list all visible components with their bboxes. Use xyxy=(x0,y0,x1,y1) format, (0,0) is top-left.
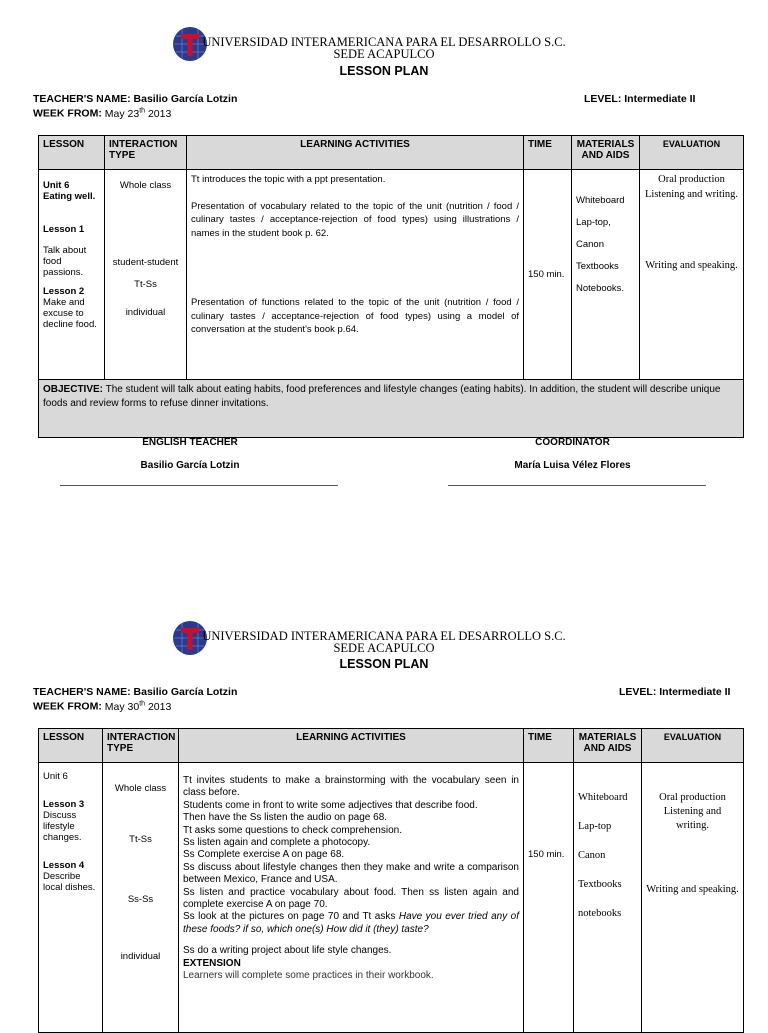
materials-cell: Whiteboard Lap-top, Canon Textbooks Notebooks. xyxy=(572,170,640,380)
col-time: TIME xyxy=(524,136,572,170)
time-cell: 150 min. xyxy=(524,763,574,1033)
level-label: LEVEL: xyxy=(584,93,622,105)
col-materials: MATERIALS AND AIDS xyxy=(572,136,640,170)
teacher-line xyxy=(33,93,237,105)
week-line xyxy=(33,107,171,120)
col-materials: MATERIALS AND AIDS xyxy=(574,729,642,763)
level-value: Intermediate II xyxy=(624,93,696,105)
col-time: TIME xyxy=(524,729,574,763)
university-header xyxy=(0,630,768,654)
teacher-label: TEACHER'S NAME: xyxy=(33,93,131,105)
teacher-label: TEACHER'S NAME: xyxy=(33,686,131,698)
col-activities: LEARNING ACTIVITIES xyxy=(179,729,524,763)
materials-cell: Whiteboard Lap-top Canon Textbooks notebooks xyxy=(574,763,642,1033)
coordinator-signature-line xyxy=(448,485,706,486)
col-interaction: INTERACTION TYPE xyxy=(105,136,187,170)
col-activities: LEARNING ACTIVITIES xyxy=(187,136,524,170)
campus-name: SEDE ACAPULCO xyxy=(333,641,435,655)
lesson-table-1 xyxy=(38,135,744,438)
objective-label: OBJECTIVE: xyxy=(43,384,104,395)
activities-cell: Tt invites students to make a brainstorming with the vocabulary seen in class before. Students come in front to write some adjectives that describe food. Then have the Ss listen the audio on page 68. Tt asks some questions to check comprehension. Ss listen again and complete a photocopy. Ss Complete exercise A on page 68. Ss discuss about lifestyle changes then they make and write a comparison between Mexico, France and USA. Ss listen and practice vocabulary about food. Then ss listen again and complete exercise A on page 70. Ss look at the pictures on page 70 and Tt asks Have you ever tried any of these foods? if so, which one(s) How did it (they) taste? Ss do a writing project about life style changes. EXTENSION Learners will complete some practices in their workbook. xyxy=(179,763,524,1033)
coordinator-signature-title: COORDINATOR xyxy=(535,437,610,448)
university-name: UNIVERSIDAD INTERAMERICANA PARA EL DESARROLLO S.C. xyxy=(202,629,566,643)
week-date: May 23th 2013 xyxy=(104,107,172,120)
teacher-signature-title: ENGLISH TEACHER xyxy=(142,437,238,448)
week-line xyxy=(33,700,171,713)
interaction-cell: Whole class Tt-Ss Ss-Ss individual xyxy=(103,763,179,1033)
col-interaction: INTERACTION TYPE xyxy=(103,729,179,763)
week-label: WEEK FROM: xyxy=(33,107,102,120)
level-label: LEVEL: xyxy=(619,686,657,698)
page-title: LESSON PLAN xyxy=(339,64,429,78)
col-lesson: LESSON xyxy=(39,729,103,763)
week-label: WEEK FROM: xyxy=(33,700,102,713)
teacher-line xyxy=(33,686,237,698)
university-header xyxy=(0,36,768,60)
teacher-signature-line xyxy=(60,485,338,486)
level-value: Intermediate II xyxy=(659,686,731,698)
activities-cell: Tt introduces the topic with a ppt presentation. Presentation of vocabulary related to the topic of the unit (nutrition / food / culinary tastes / acceptance-rejection of food types) using illustrations / names in the student book p. 62. Presentation of functions related to the topic of the unit (nutrition / food / culinary tastes / acceptance-rejection of food types) using a model of conversation at the student's book p.64. xyxy=(187,170,524,380)
level-line xyxy=(619,686,730,698)
teacher-name: Basilio García Lotzin xyxy=(133,686,238,698)
col-evaluation: EVALUATION xyxy=(642,729,744,763)
objective-cell xyxy=(39,380,744,438)
level-line xyxy=(584,93,695,105)
objective-text: The student will talk about eating habits, food preferences and lifestyle changes (eating habits). In addition, the student will describe unique foods and review forms to refuse dinner invitations. xyxy=(43,384,721,409)
lesson-cell: Unit 6 Lesson 3 Discuss lifestyle changes. Lesson 4 Describe local dishes. xyxy=(39,763,103,1033)
time-cell: 150 min. xyxy=(524,170,572,380)
interaction-cell: Whole class student-student Tt-Ss individual xyxy=(105,170,187,380)
col-evaluation: EVALUATION xyxy=(640,136,744,170)
lesson-table-2 xyxy=(38,728,744,1033)
teacher-name: Basilio García Lotzin xyxy=(133,93,238,105)
evaluation-cell: Oral production Listening and writing. Writing and speaking. xyxy=(642,763,744,1033)
coordinator-signature-name: María Luisa Vélez Flores xyxy=(514,460,631,471)
campus-name: SEDE ACAPULCO xyxy=(333,47,435,61)
university-name: UNIVERSIDAD INTERAMERICANA PARA EL DESARROLLO S.C. xyxy=(202,35,566,49)
col-lesson: LESSON xyxy=(39,136,105,170)
week-date: May 30th 2013 xyxy=(104,700,172,713)
evaluation-cell: Oral production Listening and writing. Writing and speaking. xyxy=(640,170,744,380)
page-title: LESSON PLAN xyxy=(339,657,429,671)
lesson-cell: Unit 6 Eating well. Lesson 1 Talk about food passions. Lesson 2 Make and excuse to decline food. xyxy=(39,170,105,380)
teacher-signature-name: Basilio García Lotzin xyxy=(140,460,240,471)
